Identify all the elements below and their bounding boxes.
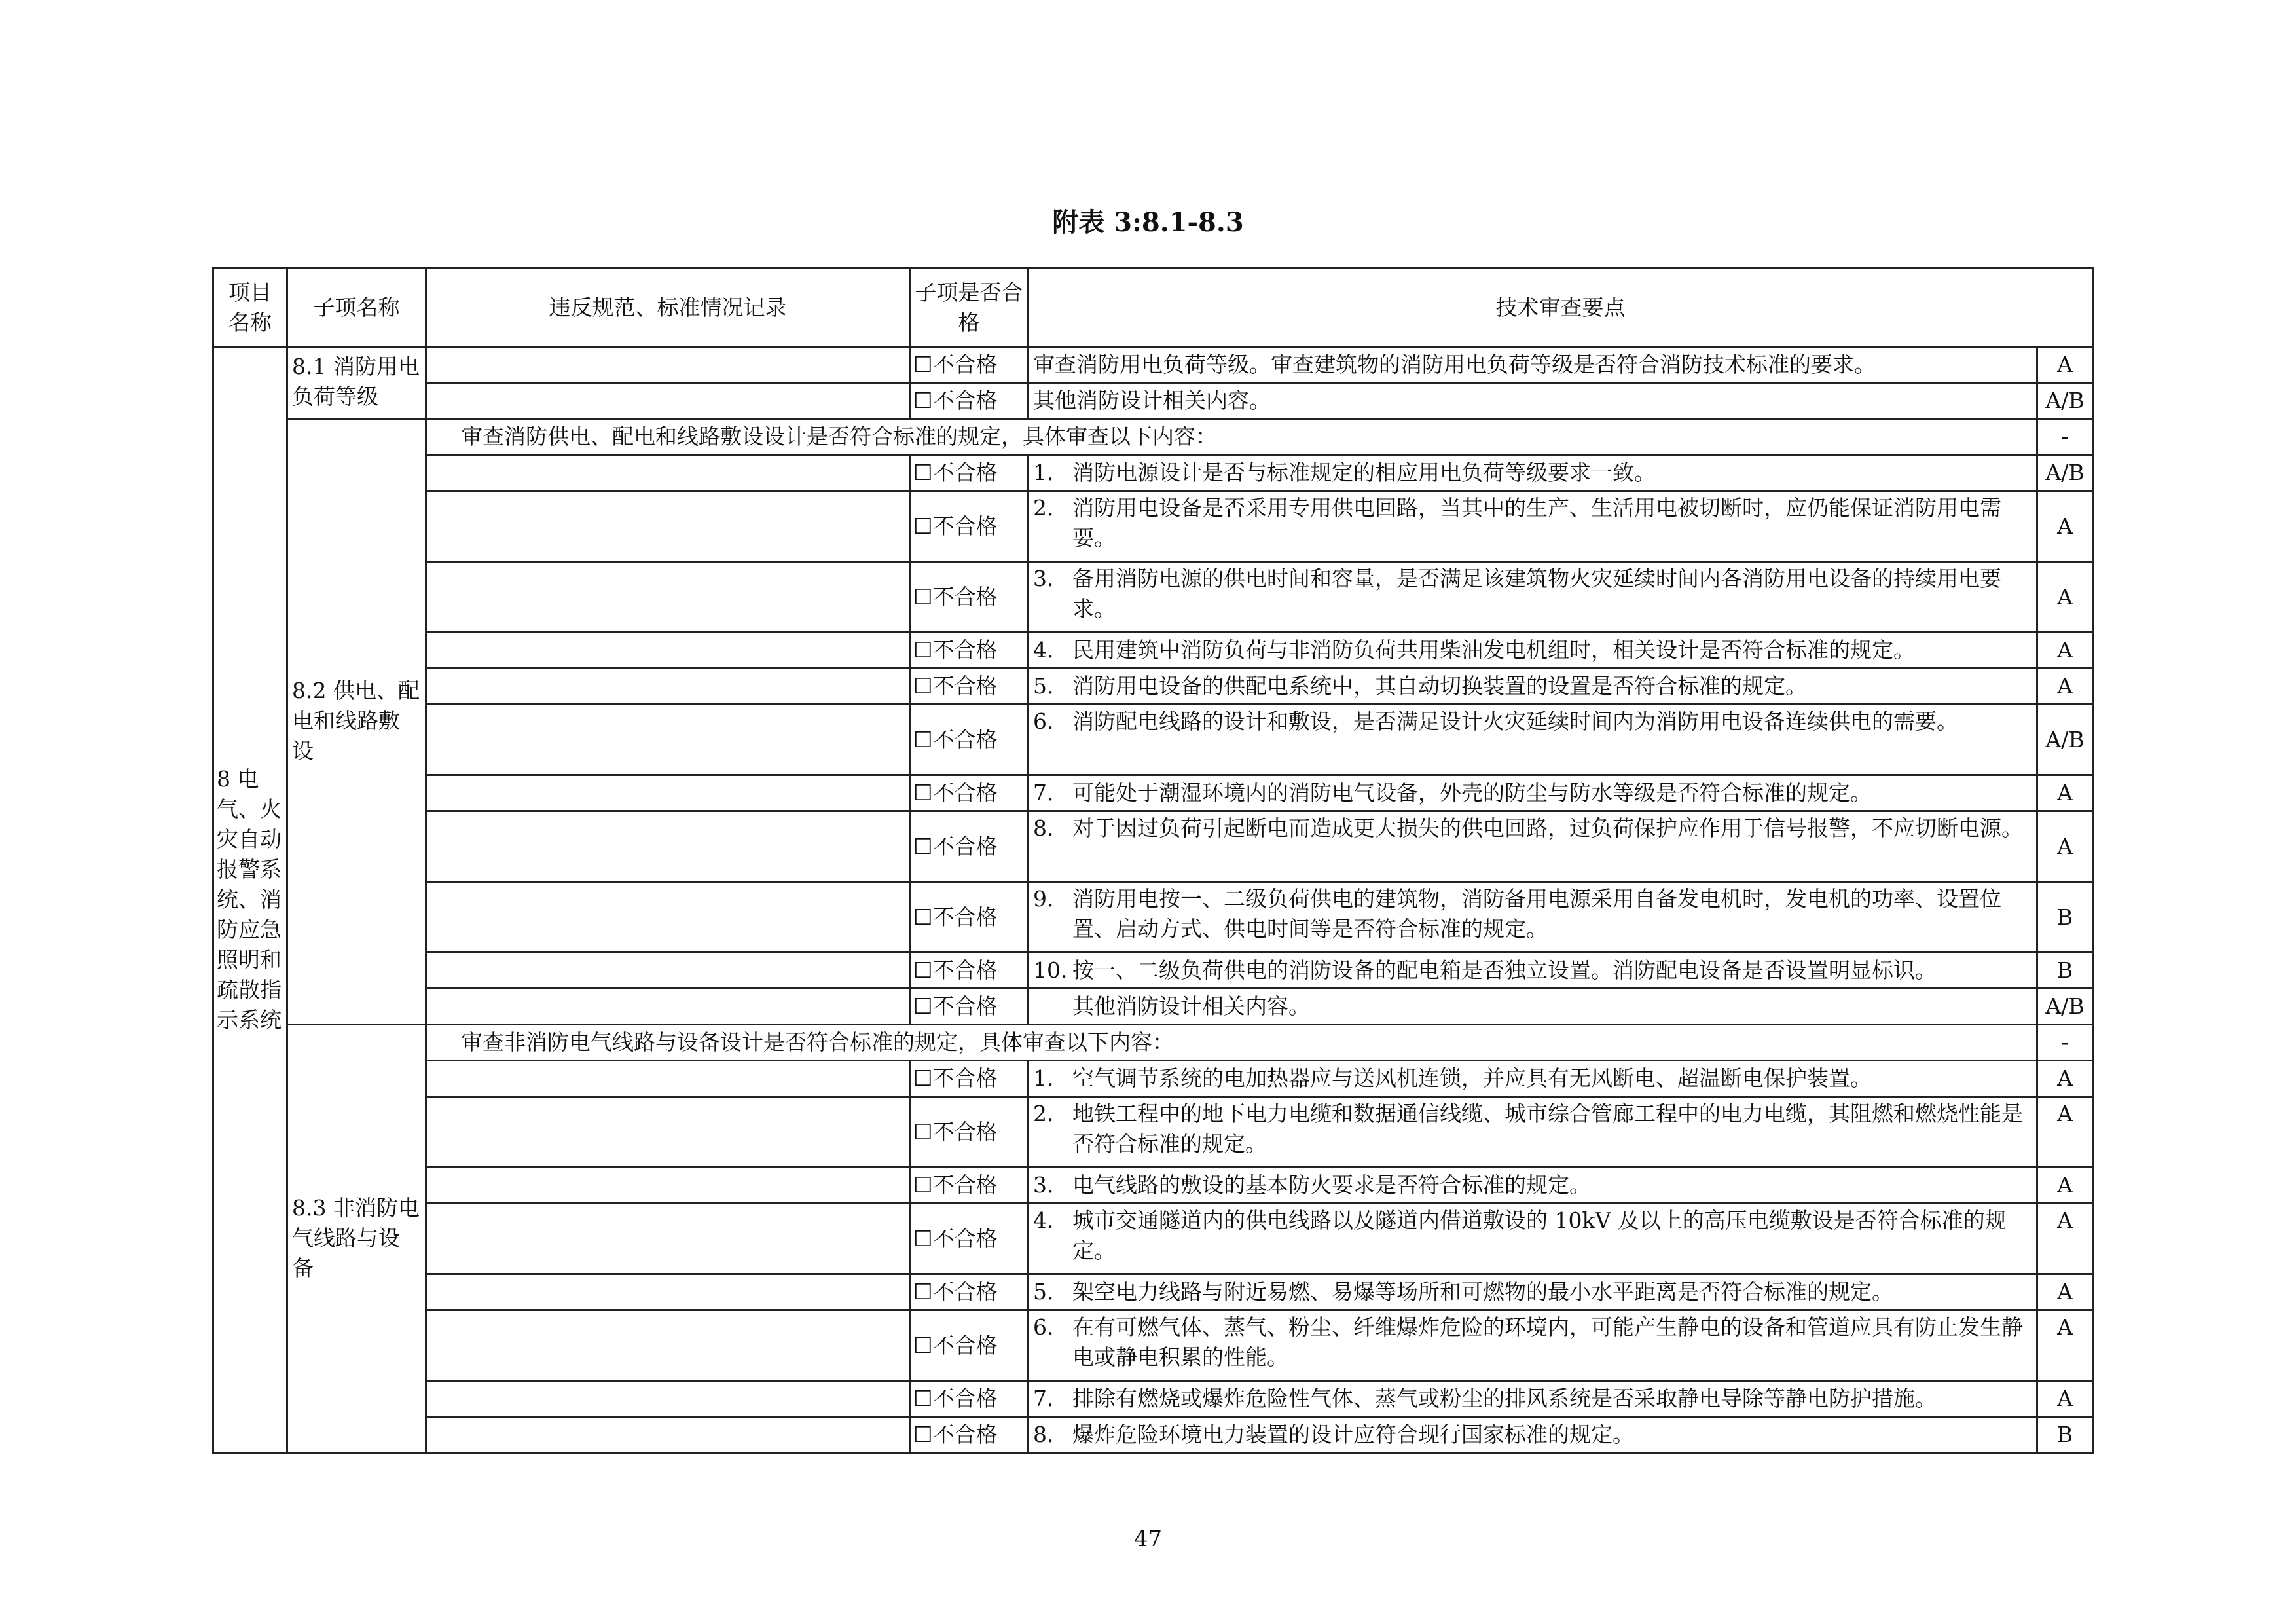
fail-checkbox[interactable] [910,1274,1029,1310]
grade-value: A [2057,1101,2073,1126]
grade-cell [2037,953,2093,989]
point-text: 电气线路的敷设的基本防火要求是否符合标准的规定。 [1072,1172,1591,1198]
grade-cell [2037,1310,2093,1381]
review-point [1029,383,2037,419]
table-row [213,989,2093,1025]
fail-checkbox[interactable] [910,562,1029,633]
grade-value: A [2057,513,2073,539]
point-number: 4． [1033,637,1068,663]
violation-record-input[interactable] [426,1204,910,1274]
violation-record-input[interactable] [426,347,910,383]
violation-record-input[interactable] [426,633,910,669]
table-row [213,1097,2093,1168]
violation-record-input[interactable] [426,562,910,633]
section-intro [426,1025,2037,1061]
grade-value: B [2056,904,2073,930]
table-row [213,383,2093,419]
point-text: 其他消防设计相关内容。 [1033,388,1271,413]
grade-value: A [2057,1172,2073,1198]
subitem-name-cell [287,1025,426,1453]
section-intro [426,419,2037,455]
section-intro-row [213,1025,2093,1061]
point-text: 按一、二级负荷供电的消防设备的配电箱是否独立设置。消防配电设备是否设置明显标识。 [1072,957,1937,983]
section-intro-row [213,419,2093,455]
table-row [213,633,2093,669]
grade-cell [2037,1204,2093,1274]
violation-record-input[interactable] [426,1061,910,1097]
point-number: 2． [1033,1101,1068,1126]
subitem-name-cell [287,347,426,419]
subitem-name: 8.1 消防用电负荷等级 [292,354,420,409]
point-text: 审查消防用电负荷等级。审查建筑物的消防用电负荷等级是否符合消防技术标准的要求。 [1033,352,1876,377]
subitem-name-cell [287,419,426,1025]
table-row [213,1381,2093,1417]
review-point [1029,562,2037,633]
violation-record-input[interactable] [426,705,910,775]
fail-checkbox[interactable] [910,491,1029,562]
section-intro-text: 审查消防供电、配电和线路敷设设计是否符合标准的规定，具体审查以下内容： [461,424,1217,449]
fail-checkbox[interactable] [910,1381,1029,1417]
grade-value: A [2057,1065,2073,1091]
table-row [213,705,2093,775]
table-row [213,455,2093,491]
fail-checkbox-label: ☐不合格 [913,1279,998,1304]
point-text: 消防配电线路的设计和敷设，是否满足设计火灾延续时间内为消防用电设备连续供电的需要。 [1072,709,1958,734]
table-row [213,882,2093,953]
subitem-name: 8.3 非消防电气线路与设备 [292,1194,420,1281]
fail-checkbox[interactable] [910,1417,1029,1453]
table-row [213,491,2093,562]
subitem-name: 8.2 供电、配电和线路敷设 [292,678,420,764]
table-row [213,1204,2093,1274]
grade-value: - [2061,424,2069,449]
fail-checkbox[interactable] [910,383,1029,419]
grade-cell [2037,811,2093,882]
fail-checkbox[interactable] [910,811,1029,882]
review-point [1029,953,2037,989]
fail-checkbox[interactable] [910,989,1029,1025]
header-points: 技术审查要点 [1029,268,2093,347]
grade-cell [2037,455,2093,491]
review-point [1029,1061,2037,1097]
header-project: 项目名称 [213,268,287,347]
violation-record-input[interactable] [426,455,910,491]
fail-checkbox-label: ☐不合格 [913,1422,998,1447]
review-point [1029,1310,2037,1381]
grade-value: A [2057,1386,2073,1411]
fail-checkbox[interactable] [910,775,1029,811]
fail-checkbox[interactable] [910,1061,1029,1097]
table-row [213,1168,2093,1204]
review-point [1029,775,2037,811]
review-point [1029,1417,2037,1453]
review-point [1029,1381,2037,1417]
point-text: 空气调节系统的电加热器应与送风机连锁，并应具有无风断电、超温断电保护装置。 [1072,1065,1872,1091]
grade-value: B [2056,1422,2073,1447]
grade-cell [2037,1417,2093,1453]
grade-value: A [2057,1208,2073,1233]
fail-checkbox-label: ☐不合格 [913,833,998,859]
header-subitem: 子项名称 [287,268,426,347]
grade-cell [2037,775,2093,811]
review-point [1029,455,2037,491]
fail-checkbox[interactable] [910,1310,1029,1381]
point-text: 消防电源设计是否与标准规定的相应用电负荷等级要求一致。 [1072,460,1656,485]
review-point [1029,347,2037,383]
grade-value: - [2061,1029,2069,1055]
project-name: 8 电气、火灾自动报警系统、消防应急照明和疏散指示系统 [217,766,282,1033]
point-number: 9． [1033,886,1068,912]
violation-record-input[interactable] [426,1417,910,1453]
point-number: 7． [1033,780,1068,805]
point-text: 可能处于潮湿环境内的消防电气设备，外壳的防尘与防水等级是否符合标准的规定。 [1072,780,1872,805]
point-number: 5． [1033,1279,1068,1304]
fail-checkbox-label: ☐不合格 [913,904,998,930]
fail-checkbox-label: ☐不合格 [913,513,998,539]
review-point [1029,705,2037,775]
violation-record-input[interactable] [426,1097,910,1168]
point-number: 6． [1033,1314,1068,1340]
point-number: 7． [1033,1386,1068,1411]
fail-checkbox-label: ☐不合格 [913,1386,998,1411]
violation-record-input[interactable] [426,989,910,1025]
review-point [1029,989,2037,1025]
fail-checkbox[interactable] [910,882,1029,953]
point-text: 爆炸危险环境电力装置的设计应符合现行国家标准的规定。 [1072,1422,1634,1447]
fail-checkbox-label: ☐不合格 [913,993,998,1019]
grade-value: A [2057,583,2073,610]
fail-checkbox-label: ☐不合格 [913,957,998,983]
table-row [213,775,2093,811]
violation-record-input[interactable] [426,383,910,419]
grade-value: A [2057,673,2073,699]
review-point [1029,1204,2037,1274]
table-title: 附表 3:8.1-8.3 [1052,207,1244,238]
grade-value: A [2057,637,2073,663]
grade-cell [2037,1061,2093,1097]
table-row [213,1061,2093,1097]
fail-checkbox-label: ☐不合格 [913,388,998,413]
point-number: 6． [1033,709,1068,734]
point-number: 3． [1033,1172,1068,1198]
fail-checkbox-label: ☐不合格 [913,1118,998,1145]
fail-checkbox[interactable] [910,633,1029,669]
header-pass: 子项是否合格 [910,268,1029,347]
fail-checkbox-label: ☐不合格 [913,1225,998,1251]
fail-checkbox[interactable] [910,1204,1029,1274]
point-number: 8． [1033,815,1068,841]
point-text: 对于因过负荷引起断电而造成更大损失的供电回路，过负荷保护应作用于信号报警，不应切断电源。 [1072,815,2023,841]
grade-cell [2037,989,2093,1025]
violation-record-input[interactable] [426,669,910,705]
fail-checkbox-label: ☐不合格 [913,780,998,805]
page-number: 47 [1133,1526,1163,1552]
grade-cell [2037,1274,2093,1310]
table-row [213,1417,2093,1453]
table-row [213,562,2093,633]
grade-cell [2037,491,2093,562]
point-text: 消防用电设备是否采用专用供电回路，当其中的生产、生活用电被切断时，应仍能保证消防用电需要。 [1072,495,2001,551]
point-number: 3． [1033,566,1068,591]
fail-checkbox-label: ☐不合格 [913,583,998,610]
section-intro-text: 审查非消防电气线路与设备设计是否符合标准的规定，具体审查以下内容： [461,1029,1174,1055]
fail-checkbox-label: ☐不合格 [913,637,998,663]
point-text: 城市交通隧道内的供电线路以及隧道内借道敷设的 10kV 及以上的高压电缆敷设是否符合标准的规定。 [1072,1208,2007,1263]
grade-cell [2037,383,2093,419]
review-point [1029,669,2037,705]
violation-record-input[interactable] [426,775,910,811]
fail-checkbox-label: ☐不合格 [913,1172,998,1198]
fail-checkbox-label: ☐不合格 [913,726,998,752]
header-row [213,268,2093,347]
review-table [212,267,2094,1454]
review-point [1029,633,2037,669]
grade-value: B [2056,957,2073,983]
fail-checkbox-label: ☐不合格 [913,1332,998,1358]
violation-record-input[interactable] [426,882,910,953]
point-text: 备用消防电源的供电时间和容量，是否满足该建筑物火灾延续时间内各消防用电设备的持续用电要求。 [1072,566,2001,621]
point-number: 4． [1033,1208,1068,1233]
grade-value: A [2057,833,2073,859]
point-text: 消防用电按一、二级负荷供电的建筑物，消防备用电源采用自备发电机时，发电机的功率、设置位置、启动方式、供电时间等是否符合标准的规定。 [1072,886,2001,942]
fail-checkbox-label: ☐不合格 [913,460,998,485]
header-record: 违反规范、标准情况记录 [426,268,910,347]
grade-cell [2037,419,2093,455]
grade-cell [2037,669,2093,705]
fail-checkbox[interactable] [910,347,1029,383]
review-point [1029,882,2037,953]
violation-record-input[interactable] [426,1381,910,1417]
violation-record-input[interactable] [426,1168,910,1204]
point-text: 其他消防设计相关内容。 [1072,993,1310,1019]
table-row [213,669,2093,705]
point-number: 5． [1033,673,1068,699]
table-row [213,347,2093,383]
fail-checkbox-label: ☐不合格 [913,1065,998,1091]
grade-value: A/B [2045,388,2085,413]
violation-record-input[interactable] [426,811,910,882]
point-number: 10． [1033,957,1082,983]
table-row [213,1274,2093,1310]
violation-record-input[interactable] [426,1310,910,1381]
point-text: 排除有燃烧或爆炸危险性气体、蒸气或粉尘的排风系统是否采取静电导除等静电防护措施。 [1072,1386,1937,1411]
point-number: 1． [1033,1065,1068,1091]
review-point [1029,811,2037,882]
project-name-cell [213,347,287,1453]
grade-cell [2037,1381,2093,1417]
table-row [213,811,2093,882]
grade-value: A/B [2045,460,2085,485]
review-point [1029,1274,2037,1310]
grade-cell [2037,1168,2093,1204]
fail-checkbox[interactable] [910,455,1029,491]
grade-value: A [2057,1314,2073,1340]
grade-value: A/B [2045,726,2085,752]
grade-value: A [2057,352,2073,377]
grade-cell [2037,633,2093,669]
point-text: 架空电力线路与附近易燃、易爆等场所和可燃物的最小水平距离是否符合标准的规定。 [1072,1279,1893,1304]
violation-record-input[interactable] [426,491,910,562]
review-point [1029,491,2037,562]
point-text: 地铁工程中的地下电力电缆和数据通信线缆、城市综合管廊工程中的电力电缆，其阻燃和燃烧性能是否符合标准的规定。 [1072,1101,2023,1156]
point-text: 民用建筑中消防负荷与非消防负荷共用柴油发电机组时，相关设计是否符合标准的规定。 [1072,637,1915,663]
table-row [213,1310,2093,1381]
violation-record-input[interactable] [426,953,910,989]
point-text: 在有可燃气体、蒸气、粉尘、纤维爆炸危险的环境内，可能产生静电的设备和管道应具有防止发生静电或静电积累的性能。 [1072,1314,2023,1370]
fail-checkbox[interactable] [910,1168,1029,1204]
grade-value: A/B [2045,993,2085,1019]
point-number: 2． [1033,495,1068,521]
review-point [1029,1168,2037,1204]
grade-cell [2037,562,2093,633]
grade-value: A [2057,1279,2073,1304]
table-row [213,953,2093,989]
fail-checkbox[interactable] [910,705,1029,775]
grade-cell [2037,705,2093,775]
grade-value: A [2057,780,2073,805]
grade-cell [2037,1025,2093,1061]
point-number: 8． [1033,1422,1068,1447]
point-text: 消防用电设备的供配电系统中，其自动切换装置的设置是否符合标准的规定。 [1072,673,1807,699]
point-number [1033,991,1072,1022]
grade-cell [2037,1097,2093,1168]
review-point [1029,1097,2037,1168]
grade-cell [2037,882,2093,953]
violation-record-input[interactable] [426,1274,910,1310]
point-number: 1． [1033,460,1068,485]
fail-checkbox[interactable] [910,953,1029,989]
fail-checkbox-label: ☐不合格 [913,673,998,699]
fail-checkbox[interactable] [910,669,1029,705]
grade-cell [2037,347,2093,383]
fail-checkbox[interactable] [910,1097,1029,1168]
fail-checkbox-label: ☐不合格 [913,352,998,377]
